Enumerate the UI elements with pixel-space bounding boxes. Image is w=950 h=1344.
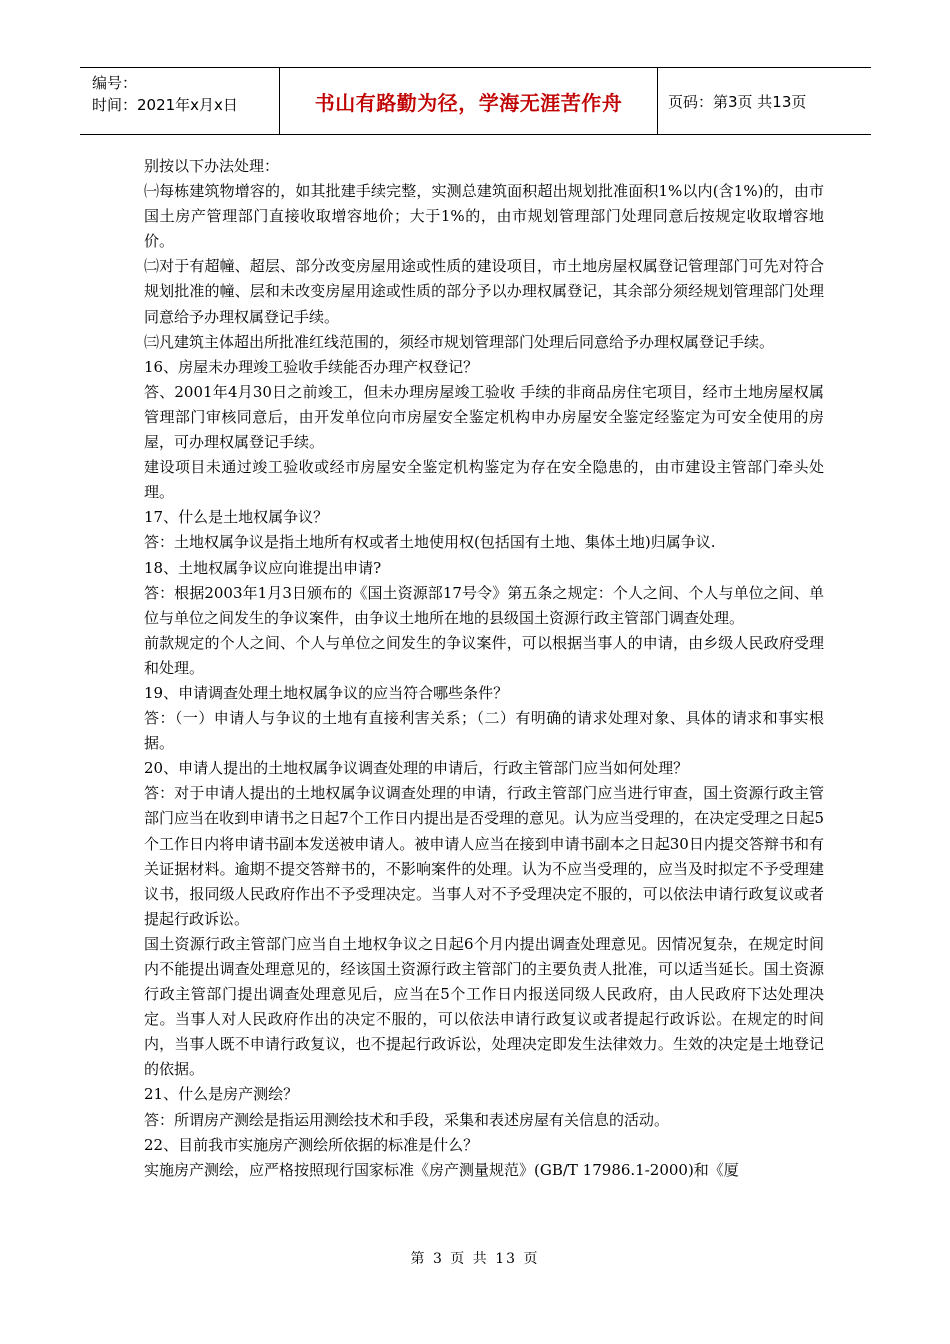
document-number-label: 编号：	[92, 74, 138, 92]
body-paragraph: ㈢凡建筑主体超出所批准红线范围的，须经市规划管理部门处理后同意给予办理权属登记手续。	[144, 332, 775, 351]
question-heading: 20、申请人提出的土地权属争议调查处理的申请后，行政主管部门应当如何处理？	[144, 759, 689, 778]
body-paragraph: 实施房产测绘，应严格按照现行国家标准《房产测量规范》(GB/T 17986.1-2000)和《厦	[144, 1160, 739, 1179]
body-paragraph: ㈠每栋建筑物增容的，如其批建手续完整，实测总建筑面积超出规划批准面积1%以内(含1%)的，由市国土房产管理部门直接收取增容地价；大于1%的，由市规划管理部门处理同意后按规定收取增容地价。	[144, 182, 824, 251]
body-paragraph: 答、2001年4月30日之前竣工，但未办理房屋竣工验收 手续的非商品房住宅项目，经市土地房屋权属管理部门审核同意后，由开发单位向市房屋安全鉴定机构申办房屋安全鉴定经鉴定为可安全使用的房屋，可办理权属登记手续。	[144, 382, 824, 452]
body-paragraph: 别按以下办法处理：	[144, 157, 280, 175]
page-footer: 第 3 页 共 13 页	[410, 1251, 540, 1267]
body-paragraph: 前款规定的个人之间、个人与单位之间发生的争议案件，可以根据当事人的申请，由乡级人民政府受理和处理。	[144, 633, 824, 677]
question-heading: 19、申请调查处理土地权属争议的应当符合哪些条件？	[144, 683, 509, 702]
question-heading: 21、什么是房产测绘？	[144, 1085, 299, 1104]
header-page-info: 页码：第3页 共13页	[668, 92, 807, 111]
body-paragraph: 答：根据2003年1月3日颁布的《国土资源部17号令》第五条之规定：个人之间、个人与单位之间、单位与单位之间发生的争议案件，由争议土地所在地的县级国土资源行政主管部门调查处理。	[144, 583, 824, 627]
body-paragraph: 答：对于申请人提出的土地权属争议调查处理的申请，行政主管部门应当进行审查，国土资源行政主管部门应当在收到申请书之日起7个工作日内提出是否受理的意见。认为应当受理的，在决定受理之日起5个工作日内将申请书副本发送被申请人。被申请人应当在接到申请书副本之日起30日内提交答辩书和有关证据材料。逾期不提交答辩书的，不影响案件的处理。认为不应当受理的，应当及时拟定不予受理建议书，报同级人民政府作出不予受理决定。当事人对不予受理决定不服的，可以依法申请行政复议或者提起行政诉讼。	[144, 784, 824, 928]
question-heading: 22、目前我市实施房产测绘所依据的标准是什么？	[144, 1135, 479, 1154]
header-meta	[80, 68, 280, 134]
body-paragraph: 答：所谓房产测绘是指运用测绘技术和手段，采集和表述房屋有关信息的活动。	[144, 1110, 670, 1129]
header-motto: 书山有路勤为径，学海无涯苦作舟	[280, 68, 658, 134]
document-body	[144, 154, 824, 1183]
body-paragraph: 答：土地权属争议是指土地所有权或者土地使用权(包括国有土地、集体土地)归属争议.	[144, 533, 716, 552]
body-paragraph: 建设项目未通过竣工验收或经市房屋安全鉴定机构鉴定为存在安全隐患的，由市建设主管部门牵头处理。	[144, 458, 824, 502]
document-time-label: 时间：2021年x月x日	[92, 96, 238, 114]
question-heading: 18、土地权属争议应向谁提出申请?	[144, 558, 382, 577]
question-heading: 16、房屋未办理竣工验收手续能否办理产权登记？	[144, 357, 479, 376]
body-paragraph: ㈡对于有超幢、超层、部分改变房屋用途或性质的建设项目，市土地房屋权属登记管理部门可先对符合规划批准的幢、层和未改变房屋用途或性质的部分予以办理权属登记，其余部分须经规划管理部门处理同意给予办理权属登记手续。	[144, 257, 824, 326]
body-paragraph: 国土资源行政主管部门应当自土地权争议之日起6个月内提出调查处理意见。因情况复杂，在规定时间内不能提出调查处理意见的，经该国土资源行政主管部门的主要负责人批准，可以适当延长。国土资源行政主管部门提出调查处理意见后，应当在5个工作日内报送同级人民政府，由人民政府下达处理决定。当事人对人民政府作出的决定不服的，可以依法申请行政复议或者提起行政诉讼。在规定的时间内，当事人既不申请行政复议，也不提起行政诉讼，处理决定即发生法律效力。生效的决定是土地登记的依据。	[144, 934, 824, 1079]
body-paragraph: 答：（一）申请人与争议的土地有直接利害关系；（二）有明确的请求处理对象、具体的请求和事实根据。	[144, 709, 824, 753]
page-header	[80, 67, 871, 135]
question-heading: 17、什么是土地权属争议？	[144, 508, 329, 527]
